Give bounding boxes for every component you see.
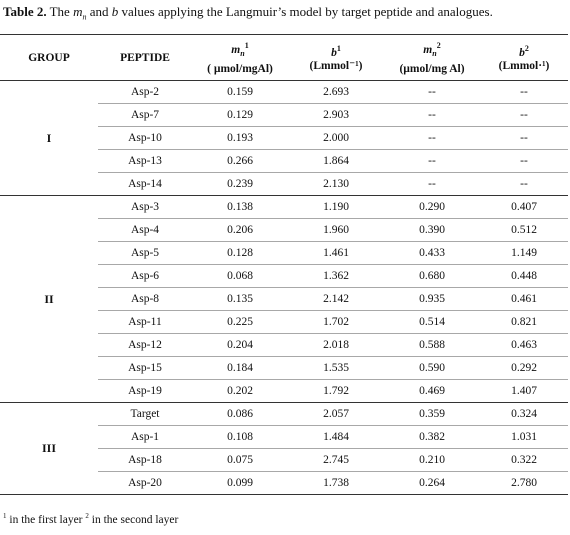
peptide-cell: Asp-14 [98,173,192,196]
caption-label: Table 2. [3,4,47,19]
header-m2 [384,35,480,81]
peptide-cell: Asp-10 [98,127,192,150]
peptide-cell: Asp-4 [98,219,192,242]
peptide-cell: Asp-18 [98,449,192,472]
b1-cell: 2.000 [288,127,384,150]
m2-cell: -- [384,173,480,196]
b1-cell: 2.018 [288,334,384,357]
m1-cell: 0.068 [192,265,288,288]
peptide-cell: Asp-12 [98,334,192,357]
peptide-cell: Asp-19 [98,380,192,403]
peptide-cell: Asp-13 [98,150,192,173]
m1-cell: 0.193 [192,127,288,150]
peptide-cell: Asp-3 [98,196,192,219]
m2-cell: 0.935 [384,288,480,311]
header-b2-symbol: b [519,46,525,59]
b2-cell: 0.448 [480,265,568,288]
b2-cell: 2.780 [480,472,568,495]
header-b2 [480,35,568,81]
caption-m-symbol: m [73,4,83,19]
m2-cell: 0.588 [384,334,480,357]
m1-cell: 0.184 [192,357,288,380]
b1-cell: 2.057 [288,403,384,426]
b2-cell: 0.292 [480,357,568,380]
header-m1-symbol: m [231,44,241,57]
m1-cell: 0.202 [192,380,288,403]
m2-cell: 0.264 [384,472,480,495]
header-m1-sub: n [240,49,245,59]
peptide-cell: Asp-7 [98,104,192,127]
peptide-cell: Asp-1 [98,426,192,449]
m2-cell: 0.469 [384,380,480,403]
table-caption [3,4,568,26]
b1-cell: 1.535 [288,357,384,380]
m2-cell: 0.433 [384,242,480,265]
m2-cell: 0.382 [384,426,480,449]
m1-cell: 0.159 [192,81,288,104]
header-m1-sup: 1 [244,41,249,51]
caption-m-subscript: n [82,12,87,22]
b1-cell: 1.702 [288,311,384,334]
peptide-cell: Asp-6 [98,265,192,288]
b1-cell: 1.738 [288,472,384,495]
header-peptide: PEPTIDE [98,35,192,81]
peptide-cell: Target [98,403,192,426]
m1-cell: 0.239 [192,173,288,196]
b1-cell: 2.745 [288,449,384,472]
b2-cell: 0.407 [480,196,568,219]
header-m2-symbol: m [423,44,433,57]
b1-cell: 1.461 [288,242,384,265]
b2-cell: 0.821 [480,311,568,334]
m1-cell: 0.128 [192,242,288,265]
b2-cell: 0.322 [480,449,568,472]
group-cell: II [0,196,98,403]
b1-cell: 1.792 [288,380,384,403]
peptide-cell: Asp-8 [98,288,192,311]
b1-cell: 2.693 [288,81,384,104]
b1-cell: 2.903 [288,104,384,127]
m2-cell: 0.359 [384,403,480,426]
m1-cell: 0.138 [192,196,288,219]
m1-cell: 0.204 [192,334,288,357]
table-row [0,81,568,104]
header-b1-unit: (Lmmol⁻¹) [309,60,363,73]
b1-cell: 1.960 [288,219,384,242]
m1-cell: 0.099 [192,472,288,495]
m1-cell: 0.266 [192,150,288,173]
b2-cell: -- [480,81,568,104]
b1-cell: 1.362 [288,265,384,288]
m1-cell: 0.206 [192,219,288,242]
m2-cell: 0.514 [384,311,480,334]
m2-cell: 0.590 [384,357,480,380]
b2-cell: -- [480,150,568,173]
m2-cell: -- [384,127,480,150]
m1-cell: 0.086 [192,403,288,426]
m1-cell: 0.135 [192,288,288,311]
footnote-marker-1: 1 [3,512,7,520]
caption-text: and [86,4,112,19]
peptide-cell: Asp-11 [98,311,192,334]
b1-cell: 2.130 [288,173,384,196]
b1-cell: 2.142 [288,288,384,311]
header-m2-sup: 2 [436,41,441,51]
b2-cell: -- [480,104,568,127]
group-cell: III [0,403,98,495]
table-row [0,403,568,426]
b2-cell: 0.324 [480,403,568,426]
header-row [0,35,568,81]
header-m2-unit: (µmol/mg Al) [399,62,465,75]
header-b1-sup: 1 [336,43,341,53]
header-b2-sup: 2 [524,43,529,53]
peptide-cell: Asp-20 [98,472,192,495]
group-cell: I [0,81,98,196]
footnote [3,512,178,526]
b2-cell: 1.407 [480,380,568,403]
m1-cell: 0.108 [192,426,288,449]
m2-cell: 0.210 [384,449,480,472]
b2-cell: 0.512 [480,219,568,242]
b1-cell: 1.864 [288,150,384,173]
peptide-cell: Asp-15 [98,357,192,380]
b2-cell: -- [480,173,568,196]
m1-cell: 0.129 [192,104,288,127]
header-b2-unit: (Lmmol·¹) [498,60,550,73]
m2-cell: -- [384,150,480,173]
m2-cell: 0.680 [384,265,480,288]
m1-cell: 0.225 [192,311,288,334]
caption-text: values applying the Langmuir’s model by target peptide and analogues. [118,4,493,19]
header-m2-sub: n [432,49,437,59]
m2-cell: -- [384,81,480,104]
footnote-text-2: in the second layer [88,513,179,526]
m2-cell: -- [384,104,480,127]
table-row [0,196,568,219]
b2-cell: 1.149 [480,242,568,265]
b2-cell: 0.463 [480,334,568,357]
footnote-marker-2: 2 [85,512,89,520]
m2-cell: 0.390 [384,219,480,242]
peptide-cell: Asp-2 [98,81,192,104]
caption-text: The [46,4,74,19]
b2-cell: 1.031 [480,426,568,449]
data-table [0,34,568,495]
m2-cell: 0.290 [384,196,480,219]
table-body [0,81,568,495]
header-m1 [192,35,288,81]
peptide-cell: Asp-5 [98,242,192,265]
b2-cell: 0.461 [480,288,568,311]
b1-cell: 1.190 [288,196,384,219]
header-m1-unit: ( µmol/mgAl) [207,62,273,75]
header-group: GROUP [0,35,98,81]
header-b1 [288,35,384,81]
header-b1-symbol: b [331,46,337,59]
caption-b-symbol: b [111,4,119,19]
footnote-text-1: in the first layer [6,513,86,526]
b2-cell: -- [480,127,568,150]
m1-cell: 0.075 [192,449,288,472]
b1-cell: 1.484 [288,426,384,449]
